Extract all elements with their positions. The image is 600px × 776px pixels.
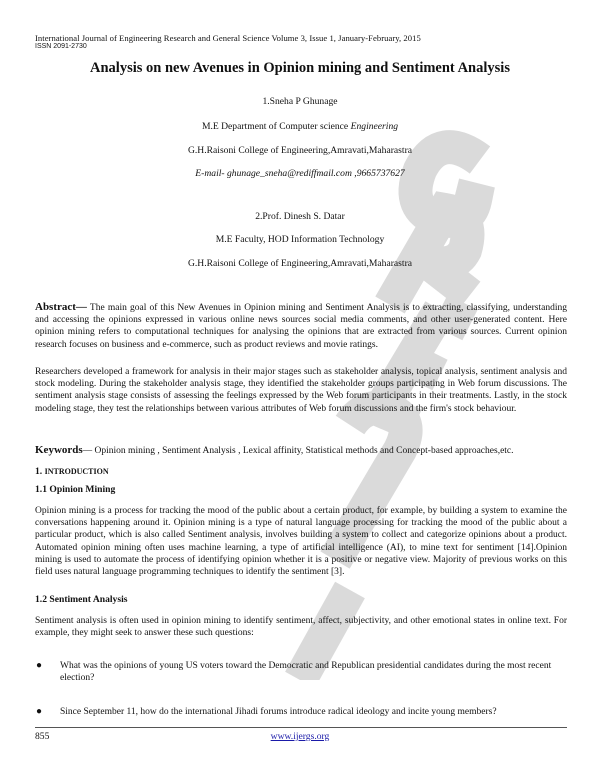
subsection-1-2-heading: 1.2 Sentiment Analysis: [35, 594, 128, 605]
bullet-icon: ●: [36, 706, 43, 717]
author-2-name: 2.Prof. Dinesh S. Datar: [255, 211, 345, 222]
bullet-icon: ●: [36, 660, 43, 671]
opinion-mining-paragraph: Opinion mining is a process for tracking the mood of the public about a certain product, for example, by building a system to examine the conversations happening around it. Opinion mining is a type of natural language processing for tracking the mood of the public about a particular product, which is also called Sentiment analysis, involves building a system to collect and categorize opinions about a product. Automated opinion mining often uses machine learning, a type of artificial intelligence (AI), to mine text for sentiment [14].Opinion mining is used to automate the process of identifying opinion whether it is a positive or negative view. Majority of previous works on this field uses natural language programming techniques to identify the sentiment [3].: [35, 506, 567, 578]
abstract: Abstract— The main goal of this New Avenues in Opinion mining and Sentiment Analysis is to extracting, classifying, understanding and accessing the opinions expressed in various online news sources social media comments, and other user-generated content. Here opinion mining refers to computational techniques for analysing the opinions that are extracted from various sources. Current opinion research focuses on business and e-commerce, such as product reviews and movie ratings.: [35, 301, 567, 350]
journal-header: International Journal of Engineering Research and General Science Volume 3, Issue 1, January-February, 2015: [35, 33, 421, 43]
keywords: Keywords— Opinion mining , Sentiment Analysis , Lexical affinity, Statistical methods and Concept-based approaches,etc.: [35, 444, 514, 456]
author-1-name: 1.Sneha P Ghunage: [262, 96, 338, 107]
keywords-label: Keywords: [35, 444, 83, 456]
footer-divider: [35, 727, 567, 728]
issn: ISSN 2091-2730: [35, 43, 87, 50]
abstract-paragraph-2: Researchers developed a framework for analysis in their major stages such as stakeholder analysis, topical analysis, sentiment analysis and stock modeling. During the stakeholder analysis stage, they identified the stakeholder groups participating in Web forum discussions. The sentiment analysis stage consists of assessing the feelings expressed by the Web forum participants in their treatments. Lastly, in the stock modeling stage, they test the relationships between various attributes of Web forum discussions and the firm's stock behaviour.: [35, 367, 567, 414]
author-2-department: M.E Faculty, HOD Information Technology: [215, 234, 385, 245]
list-item: ● Since September 11, how do the international Jihadi forums introduce radical ideology and incite young members?: [36, 706, 497, 717]
abstract-label: Abstract—: [35, 301, 87, 313]
author-1-college: G.H.Raisoni College of Engineering,Amravati,Maharastra: [187, 145, 413, 156]
sentiment-analysis-paragraph: Sentiment analysis is often used in opinion mining to identify sentiment, affect, subjectivity, and other emotional states in online text. For example, they might seek to answer these such questions:: [35, 616, 567, 639]
paper-title: Analysis on new Avenues in Opinion mining and Sentiment Analysis: [90, 60, 510, 76]
page-number: 855: [35, 731, 50, 742]
author-1-department: M.E Department of Computer science Engineering: [201, 121, 399, 132]
journal-website-link[interactable]: www.ijergs.org: [270, 731, 330, 742]
list-item: ● What was the opinions of young US voters toward the Democratic and Republican presidential candidates during the most recent election?: [36, 660, 552, 684]
author-1-email: E-mail- ghunage_sneha@rediffmail.com ,9665737627: [195, 168, 405, 179]
section-1-heading: 1. INTRODUCTION: [35, 466, 109, 477]
author-2-college: G.H.Raisoni College of Engineering,Amravati,Maharastra: [187, 258, 413, 269]
subsection-1-1-heading: 1.1 Opinion Mining: [35, 484, 116, 495]
